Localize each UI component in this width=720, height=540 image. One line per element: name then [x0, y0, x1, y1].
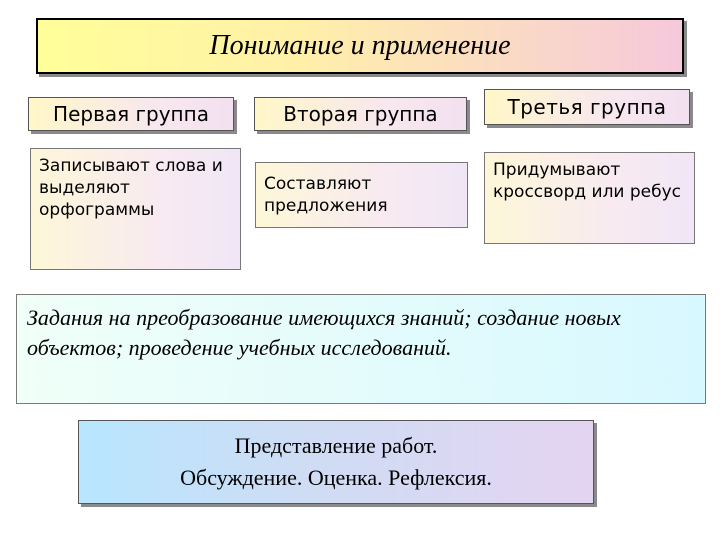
presentation-box	[78, 420, 594, 504]
presentation-line-1: Представление работ.	[234, 433, 438, 458]
presentation-line-2: Обсуждение. Оценка. Рефлексия.	[180, 465, 492, 490]
group-label-second: Вторая группа	[254, 97, 467, 131]
task-box-first: Записывают слова и выделяют орфограммы	[30, 148, 241, 270]
task-box-second: Составляют предложения	[255, 162, 468, 228]
group-label-third: Третья группа	[484, 89, 690, 125]
page-title: Понимание и применение	[209, 30, 511, 61]
assignment-box: Задания на преобразование имеющихся знаний; создание новых объектов; проведение учебных исследований.	[16, 294, 706, 404]
group-label-first: Первая группа	[28, 97, 234, 131]
task-box-third: Придумывают кроссворд или ребус	[484, 152, 695, 244]
title-banner	[36, 18, 684, 74]
